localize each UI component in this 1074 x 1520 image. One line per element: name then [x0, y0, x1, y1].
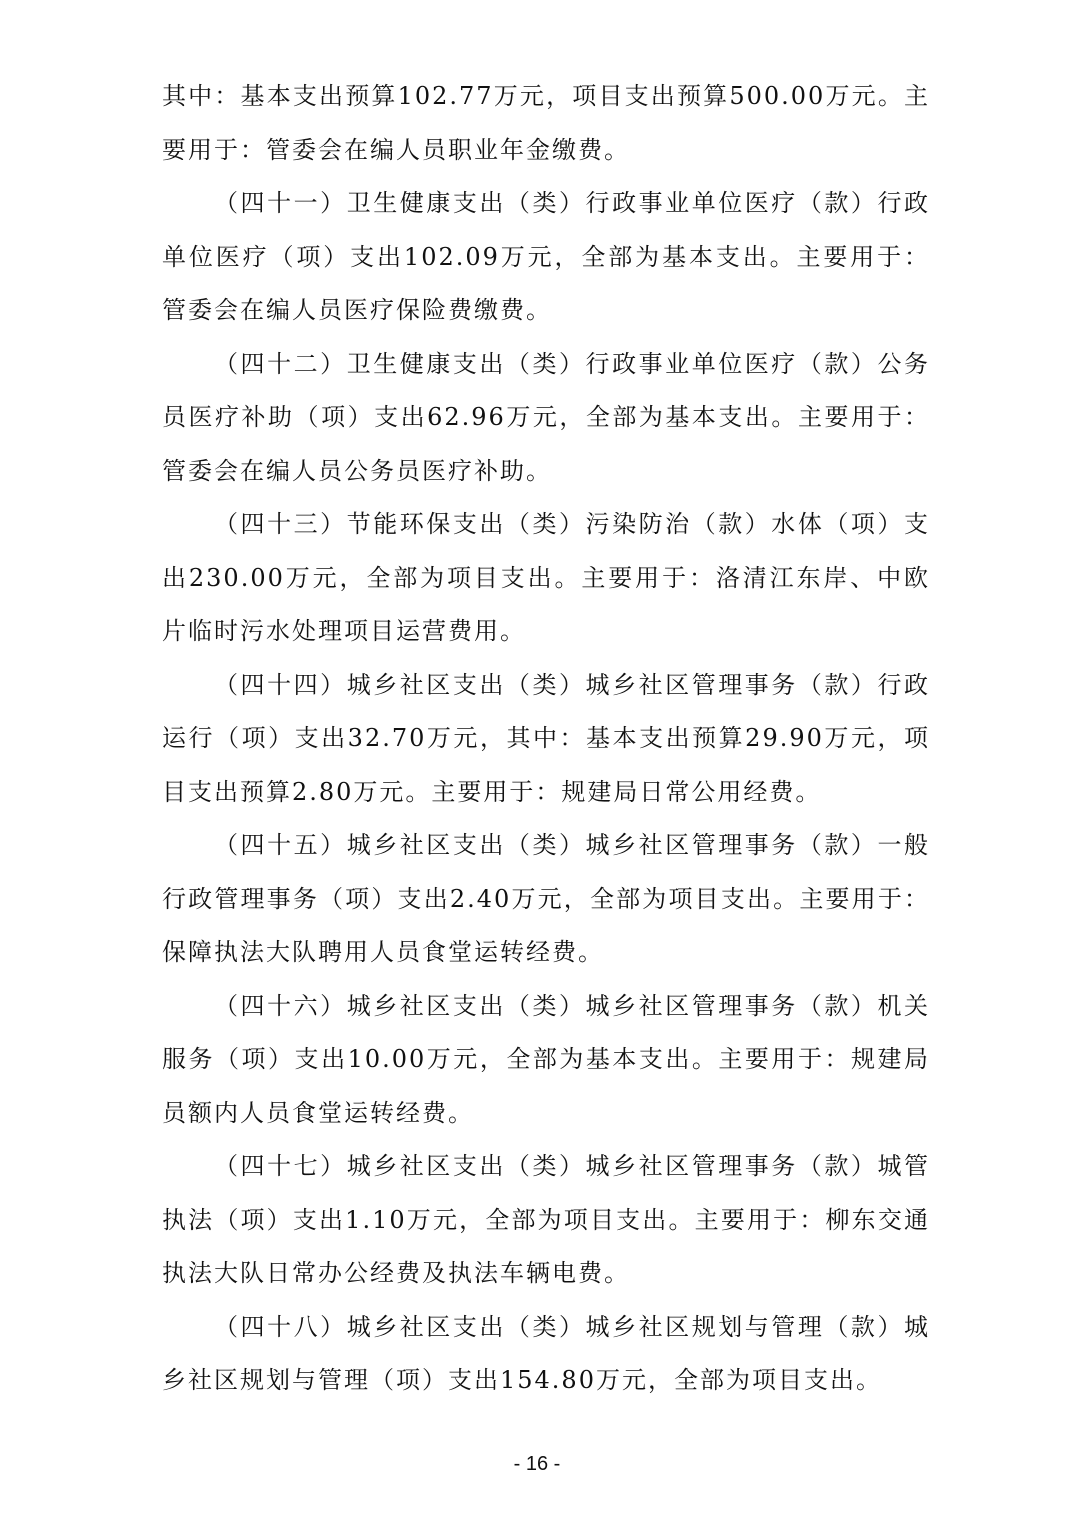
document-body: [162, 70, 930, 1408]
page-number: - 16 -: [513, 1453, 561, 1475]
paragraph-item-46: （四十六）城乡社区支出（类）城乡社区管理事务（款）机关服务（项）支出10.00万元，全部为基本支出。主要用于：规建局员额内人员食堂运转经费。: [162, 991, 930, 1127]
paragraph-continuation: 其中：基本支出预算102.77万元，项目支出预算500.00万元。主要用于：管委会在编人员职业年金缴费。: [162, 82, 930, 164]
paragraph-item-45: （四十五）城乡社区支出（类）城乡社区管理事务（款）一般行政管理事务（项）支出2.40万元，全部为项目支出。主要用于：保障执法大队聘用人员食堂运转经费。: [162, 831, 930, 966]
paragraph-item-43: （四十三）节能环保支出（类）污染防治（款）水体（项）支出230.00万元，全部为项目支出。主要用于：洛清江东岸、中欧片临时污水处理项目运营费用。: [162, 510, 930, 645]
paragraph-item-44: （四十四）城乡社区支出（类）城乡社区管理事务（款）行政运行（项）支出32.70万元，其中：基本支出预算29.90万元，项目支出预算2.80万元。主要用于：规建局日常公用经费。: [162, 670, 930, 806]
paragraph-item-42: （四十二）卫生健康支出（类）行政事业单位医疗（款）公务员医疗补助（项）支出62.96万元，全部为基本支出。主要用于：管委会在编人员公务员医疗补助。: [162, 349, 930, 485]
paragraph-item-47: （四十七）城乡社区支出（类）城乡社区管理事务（款）城管执法（项）支出1.10万元，全部为项目支出。主要用于：柳东交通执法大队日常办公经费及执法车辆电费。: [162, 1152, 930, 1287]
paragraph-item-41: （四十一）卫生健康支出（类）行政事业单位医疗（款）行政单位医疗（项）支出102.09万元，全部为基本支出。主要用于：管委会在编人员医疗保险费缴费。: [162, 189, 930, 324]
paragraph-item-48: （四十八）城乡社区支出（类）城乡社区规划与管理（款）城乡社区规划与管理（项）支出154.80万元，全部为项目支出。: [162, 1312, 930, 1394]
